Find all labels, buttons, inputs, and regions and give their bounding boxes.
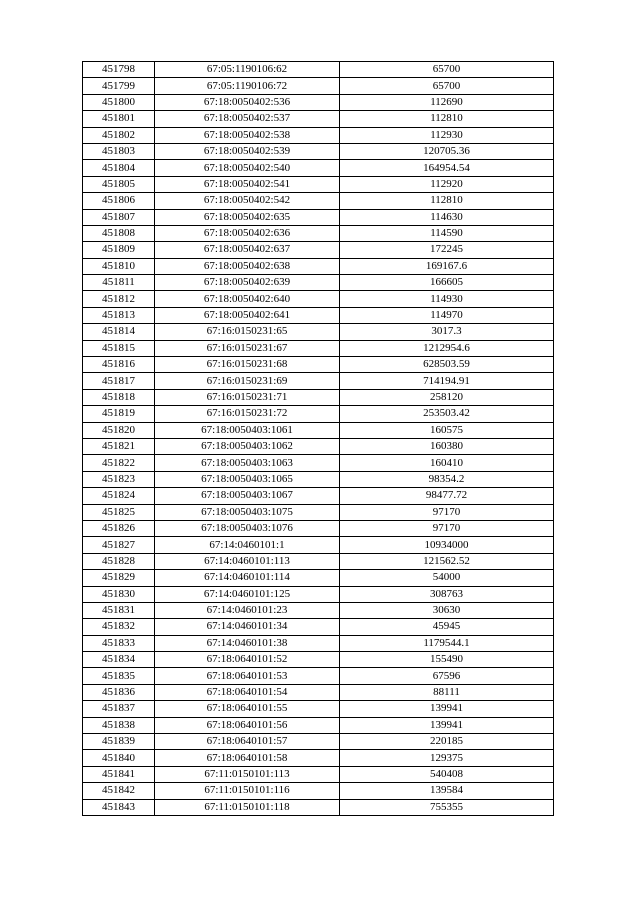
table-row xyxy=(83,766,554,782)
row-number-cell: 451804 xyxy=(83,160,155,176)
table-row xyxy=(83,209,554,225)
cadastral-number-cell: 67:14:0460101:1 xyxy=(155,537,340,553)
cadastral-number-cell: 67:18:0050402:539 xyxy=(155,143,340,159)
value-cell: 112810 xyxy=(340,111,554,127)
registry-table xyxy=(82,61,554,816)
value-cell: 114630 xyxy=(340,209,554,225)
table-row xyxy=(83,406,554,422)
value-cell: 169167.6 xyxy=(340,258,554,274)
cadastral-number-cell: 67:18:0050402:537 xyxy=(155,111,340,127)
value-cell: 112810 xyxy=(340,193,554,209)
cadastral-number-cell: 67:16:0150231:69 xyxy=(155,373,340,389)
value-cell: 45945 xyxy=(340,619,554,635)
table-row xyxy=(83,783,554,799)
value-cell: 98354.2 xyxy=(340,471,554,487)
table-row xyxy=(83,652,554,668)
row-number-cell: 451819 xyxy=(83,406,155,422)
registry-table-body xyxy=(83,62,554,816)
table-row xyxy=(83,62,554,78)
row-number-cell: 451831 xyxy=(83,602,155,618)
cadastral-number-cell: 67:18:0050402:640 xyxy=(155,291,340,307)
table-row xyxy=(83,570,554,586)
row-number-cell: 451813 xyxy=(83,307,155,323)
cadastral-number-cell: 67:18:0640101:55 xyxy=(155,701,340,717)
cadastral-number-cell: 67:18:0640101:57 xyxy=(155,734,340,750)
value-cell: 253503.42 xyxy=(340,406,554,422)
table-row xyxy=(83,520,554,536)
row-number-cell: 451822 xyxy=(83,455,155,471)
row-number-cell: 451799 xyxy=(83,78,155,94)
table-row xyxy=(83,799,554,815)
table-row xyxy=(83,422,554,438)
table-row xyxy=(83,635,554,651)
cadastral-number-cell: 67:14:0460101:113 xyxy=(155,553,340,569)
cadastral-number-cell: 67:14:0460101:114 xyxy=(155,570,340,586)
cadastral-number-cell: 67:18:0050402:639 xyxy=(155,275,340,291)
table-row xyxy=(83,717,554,733)
value-cell: 3017.3 xyxy=(340,324,554,340)
row-number-cell: 451816 xyxy=(83,357,155,373)
row-number-cell: 451806 xyxy=(83,193,155,209)
table-row xyxy=(83,455,554,471)
cadastral-number-cell: 67:18:0050403:1063 xyxy=(155,455,340,471)
cadastral-number-cell: 67:18:0050402:635 xyxy=(155,209,340,225)
value-cell: 139584 xyxy=(340,783,554,799)
cadastral-number-cell: 67:18:0050402:641 xyxy=(155,307,340,323)
row-number-cell: 451837 xyxy=(83,701,155,717)
cadastral-number-cell: 67:18:0640101:54 xyxy=(155,684,340,700)
value-cell: 120705.36 xyxy=(340,143,554,159)
value-cell: 540408 xyxy=(340,766,554,782)
row-number-cell: 451811 xyxy=(83,275,155,291)
value-cell: 67596 xyxy=(340,668,554,684)
table-row xyxy=(83,176,554,192)
cadastral-number-cell: 67:11:0150101:118 xyxy=(155,799,340,815)
value-cell: 114970 xyxy=(340,307,554,323)
row-number-cell: 451809 xyxy=(83,242,155,258)
row-number-cell: 451821 xyxy=(83,438,155,454)
row-number-cell: 451815 xyxy=(83,340,155,356)
table-row xyxy=(83,471,554,487)
cadastral-number-cell: 67:18:0050402:636 xyxy=(155,225,340,241)
row-number-cell: 451836 xyxy=(83,684,155,700)
table-row xyxy=(83,193,554,209)
cadastral-number-cell: 67:18:0050403:1067 xyxy=(155,488,340,504)
table-row xyxy=(83,701,554,717)
cadastral-number-cell: 67:16:0150231:68 xyxy=(155,357,340,373)
value-cell: 112690 xyxy=(340,94,554,110)
table-row xyxy=(83,602,554,618)
value-cell: 139941 xyxy=(340,717,554,733)
row-number-cell: 451840 xyxy=(83,750,155,766)
cadastral-number-cell: 67:16:0150231:72 xyxy=(155,406,340,422)
table-row xyxy=(83,258,554,274)
value-cell: 220185 xyxy=(340,734,554,750)
value-cell: 114930 xyxy=(340,291,554,307)
row-number-cell: 451828 xyxy=(83,553,155,569)
row-number-cell: 451814 xyxy=(83,324,155,340)
value-cell: 139941 xyxy=(340,701,554,717)
table-row xyxy=(83,389,554,405)
row-number-cell: 451812 xyxy=(83,291,155,307)
cadastral-number-cell: 67:18:0050402:541 xyxy=(155,176,340,192)
cadastral-number-cell: 67:18:0050402:538 xyxy=(155,127,340,143)
row-number-cell: 451801 xyxy=(83,111,155,127)
table-row xyxy=(83,373,554,389)
value-cell: 166605 xyxy=(340,275,554,291)
value-cell: 88111 xyxy=(340,684,554,700)
row-number-cell: 451833 xyxy=(83,635,155,651)
cadastral-number-cell: 67:18:0640101:58 xyxy=(155,750,340,766)
table-row xyxy=(83,504,554,520)
table-row xyxy=(83,111,554,127)
row-number-cell: 451827 xyxy=(83,537,155,553)
table-row xyxy=(83,340,554,356)
table-row xyxy=(83,94,554,110)
row-number-cell: 451818 xyxy=(83,389,155,405)
row-number-cell: 451800 xyxy=(83,94,155,110)
value-cell: 10934000 xyxy=(340,537,554,553)
value-cell: 112930 xyxy=(340,127,554,143)
row-number-cell: 451817 xyxy=(83,373,155,389)
value-cell: 112920 xyxy=(340,176,554,192)
value-cell: 30630 xyxy=(340,602,554,618)
value-cell: 155490 xyxy=(340,652,554,668)
value-cell: 98477.72 xyxy=(340,488,554,504)
cadastral-number-cell: 67:18:0050403:1076 xyxy=(155,520,340,536)
value-cell: 54000 xyxy=(340,570,554,586)
table-row xyxy=(83,734,554,750)
table-row xyxy=(83,143,554,159)
row-number-cell: 451824 xyxy=(83,488,155,504)
row-number-cell: 451820 xyxy=(83,422,155,438)
value-cell: 755355 xyxy=(340,799,554,815)
value-cell: 160410 xyxy=(340,455,554,471)
table-row xyxy=(83,488,554,504)
row-number-cell: 451834 xyxy=(83,652,155,668)
row-number-cell: 451829 xyxy=(83,570,155,586)
cadastral-number-cell: 67:14:0460101:125 xyxy=(155,586,340,602)
cadastral-number-cell: 67:18:0050402:536 xyxy=(155,94,340,110)
value-cell: 114590 xyxy=(340,225,554,241)
row-number-cell: 451835 xyxy=(83,668,155,684)
table-row xyxy=(83,78,554,94)
value-cell: 65700 xyxy=(340,78,554,94)
cadastral-number-cell: 67:18:0050403:1065 xyxy=(155,471,340,487)
row-number-cell: 451803 xyxy=(83,143,155,159)
cadastral-number-cell: 67:18:0050403:1061 xyxy=(155,422,340,438)
row-number-cell: 451832 xyxy=(83,619,155,635)
table-row xyxy=(83,537,554,553)
cadastral-number-cell: 67:18:0050403:1075 xyxy=(155,504,340,520)
value-cell: 628503.59 xyxy=(340,357,554,373)
value-cell: 172245 xyxy=(340,242,554,258)
table-row xyxy=(83,357,554,373)
table-row xyxy=(83,307,554,323)
value-cell: 1179544.1 xyxy=(340,635,554,651)
cadastral-number-cell: 67:18:0640101:53 xyxy=(155,668,340,684)
table-row xyxy=(83,160,554,176)
table-row xyxy=(83,324,554,340)
value-cell: 258120 xyxy=(340,389,554,405)
table-row xyxy=(83,553,554,569)
table-row xyxy=(83,668,554,684)
row-number-cell: 451810 xyxy=(83,258,155,274)
table-row xyxy=(83,225,554,241)
value-cell: 164954.54 xyxy=(340,160,554,176)
value-cell: 160575 xyxy=(340,422,554,438)
value-cell: 308763 xyxy=(340,586,554,602)
row-number-cell: 451838 xyxy=(83,717,155,733)
cadastral-number-cell: 67:14:0460101:38 xyxy=(155,635,340,651)
cadastral-number-cell: 67:18:0050402:542 xyxy=(155,193,340,209)
row-number-cell: 451798 xyxy=(83,62,155,78)
row-number-cell: 451841 xyxy=(83,766,155,782)
table-row xyxy=(83,291,554,307)
row-number-cell: 451807 xyxy=(83,209,155,225)
cadastral-number-cell: 67:16:0150231:71 xyxy=(155,389,340,405)
row-number-cell: 451808 xyxy=(83,225,155,241)
cadastral-number-cell: 67:14:0460101:23 xyxy=(155,602,340,618)
cadastral-number-cell: 67:18:0050402:638 xyxy=(155,258,340,274)
cadastral-number-cell: 67:18:0640101:56 xyxy=(155,717,340,733)
value-cell: 1212954.6 xyxy=(340,340,554,356)
cadastral-number-cell: 67:05:1190106:62 xyxy=(155,62,340,78)
table-row xyxy=(83,242,554,258)
cadastral-number-cell: 67:11:0150101:116 xyxy=(155,783,340,799)
value-cell: 129375 xyxy=(340,750,554,766)
row-number-cell: 451842 xyxy=(83,783,155,799)
row-number-cell: 451802 xyxy=(83,127,155,143)
table-row xyxy=(83,438,554,454)
row-number-cell: 451843 xyxy=(83,799,155,815)
row-number-cell: 451823 xyxy=(83,471,155,487)
cadastral-number-cell: 67:11:0150101:113 xyxy=(155,766,340,782)
cadastral-number-cell: 67:18:0050403:1062 xyxy=(155,438,340,454)
row-number-cell: 451839 xyxy=(83,734,155,750)
table-row xyxy=(83,586,554,602)
table-row xyxy=(83,275,554,291)
row-number-cell: 451830 xyxy=(83,586,155,602)
cadastral-number-cell: 67:18:0640101:52 xyxy=(155,652,340,668)
table-row xyxy=(83,127,554,143)
table-row xyxy=(83,684,554,700)
cadastral-number-cell: 67:16:0150231:67 xyxy=(155,340,340,356)
cadastral-number-cell: 67:18:0050402:637 xyxy=(155,242,340,258)
row-number-cell: 451805 xyxy=(83,176,155,192)
cadastral-number-cell: 67:05:1190106:72 xyxy=(155,78,340,94)
table-row xyxy=(83,750,554,766)
value-cell: 97170 xyxy=(340,520,554,536)
cadastral-number-cell: 67:18:0050402:540 xyxy=(155,160,340,176)
value-cell: 160380 xyxy=(340,438,554,454)
cadastral-number-cell: 67:14:0460101:34 xyxy=(155,619,340,635)
row-number-cell: 451825 xyxy=(83,504,155,520)
row-number-cell: 451826 xyxy=(83,520,155,536)
value-cell: 714194.91 xyxy=(340,373,554,389)
value-cell: 97170 xyxy=(340,504,554,520)
table-row xyxy=(83,619,554,635)
value-cell: 121562.52 xyxy=(340,553,554,569)
value-cell: 65700 xyxy=(340,62,554,78)
cadastral-number-cell: 67:16:0150231:65 xyxy=(155,324,340,340)
